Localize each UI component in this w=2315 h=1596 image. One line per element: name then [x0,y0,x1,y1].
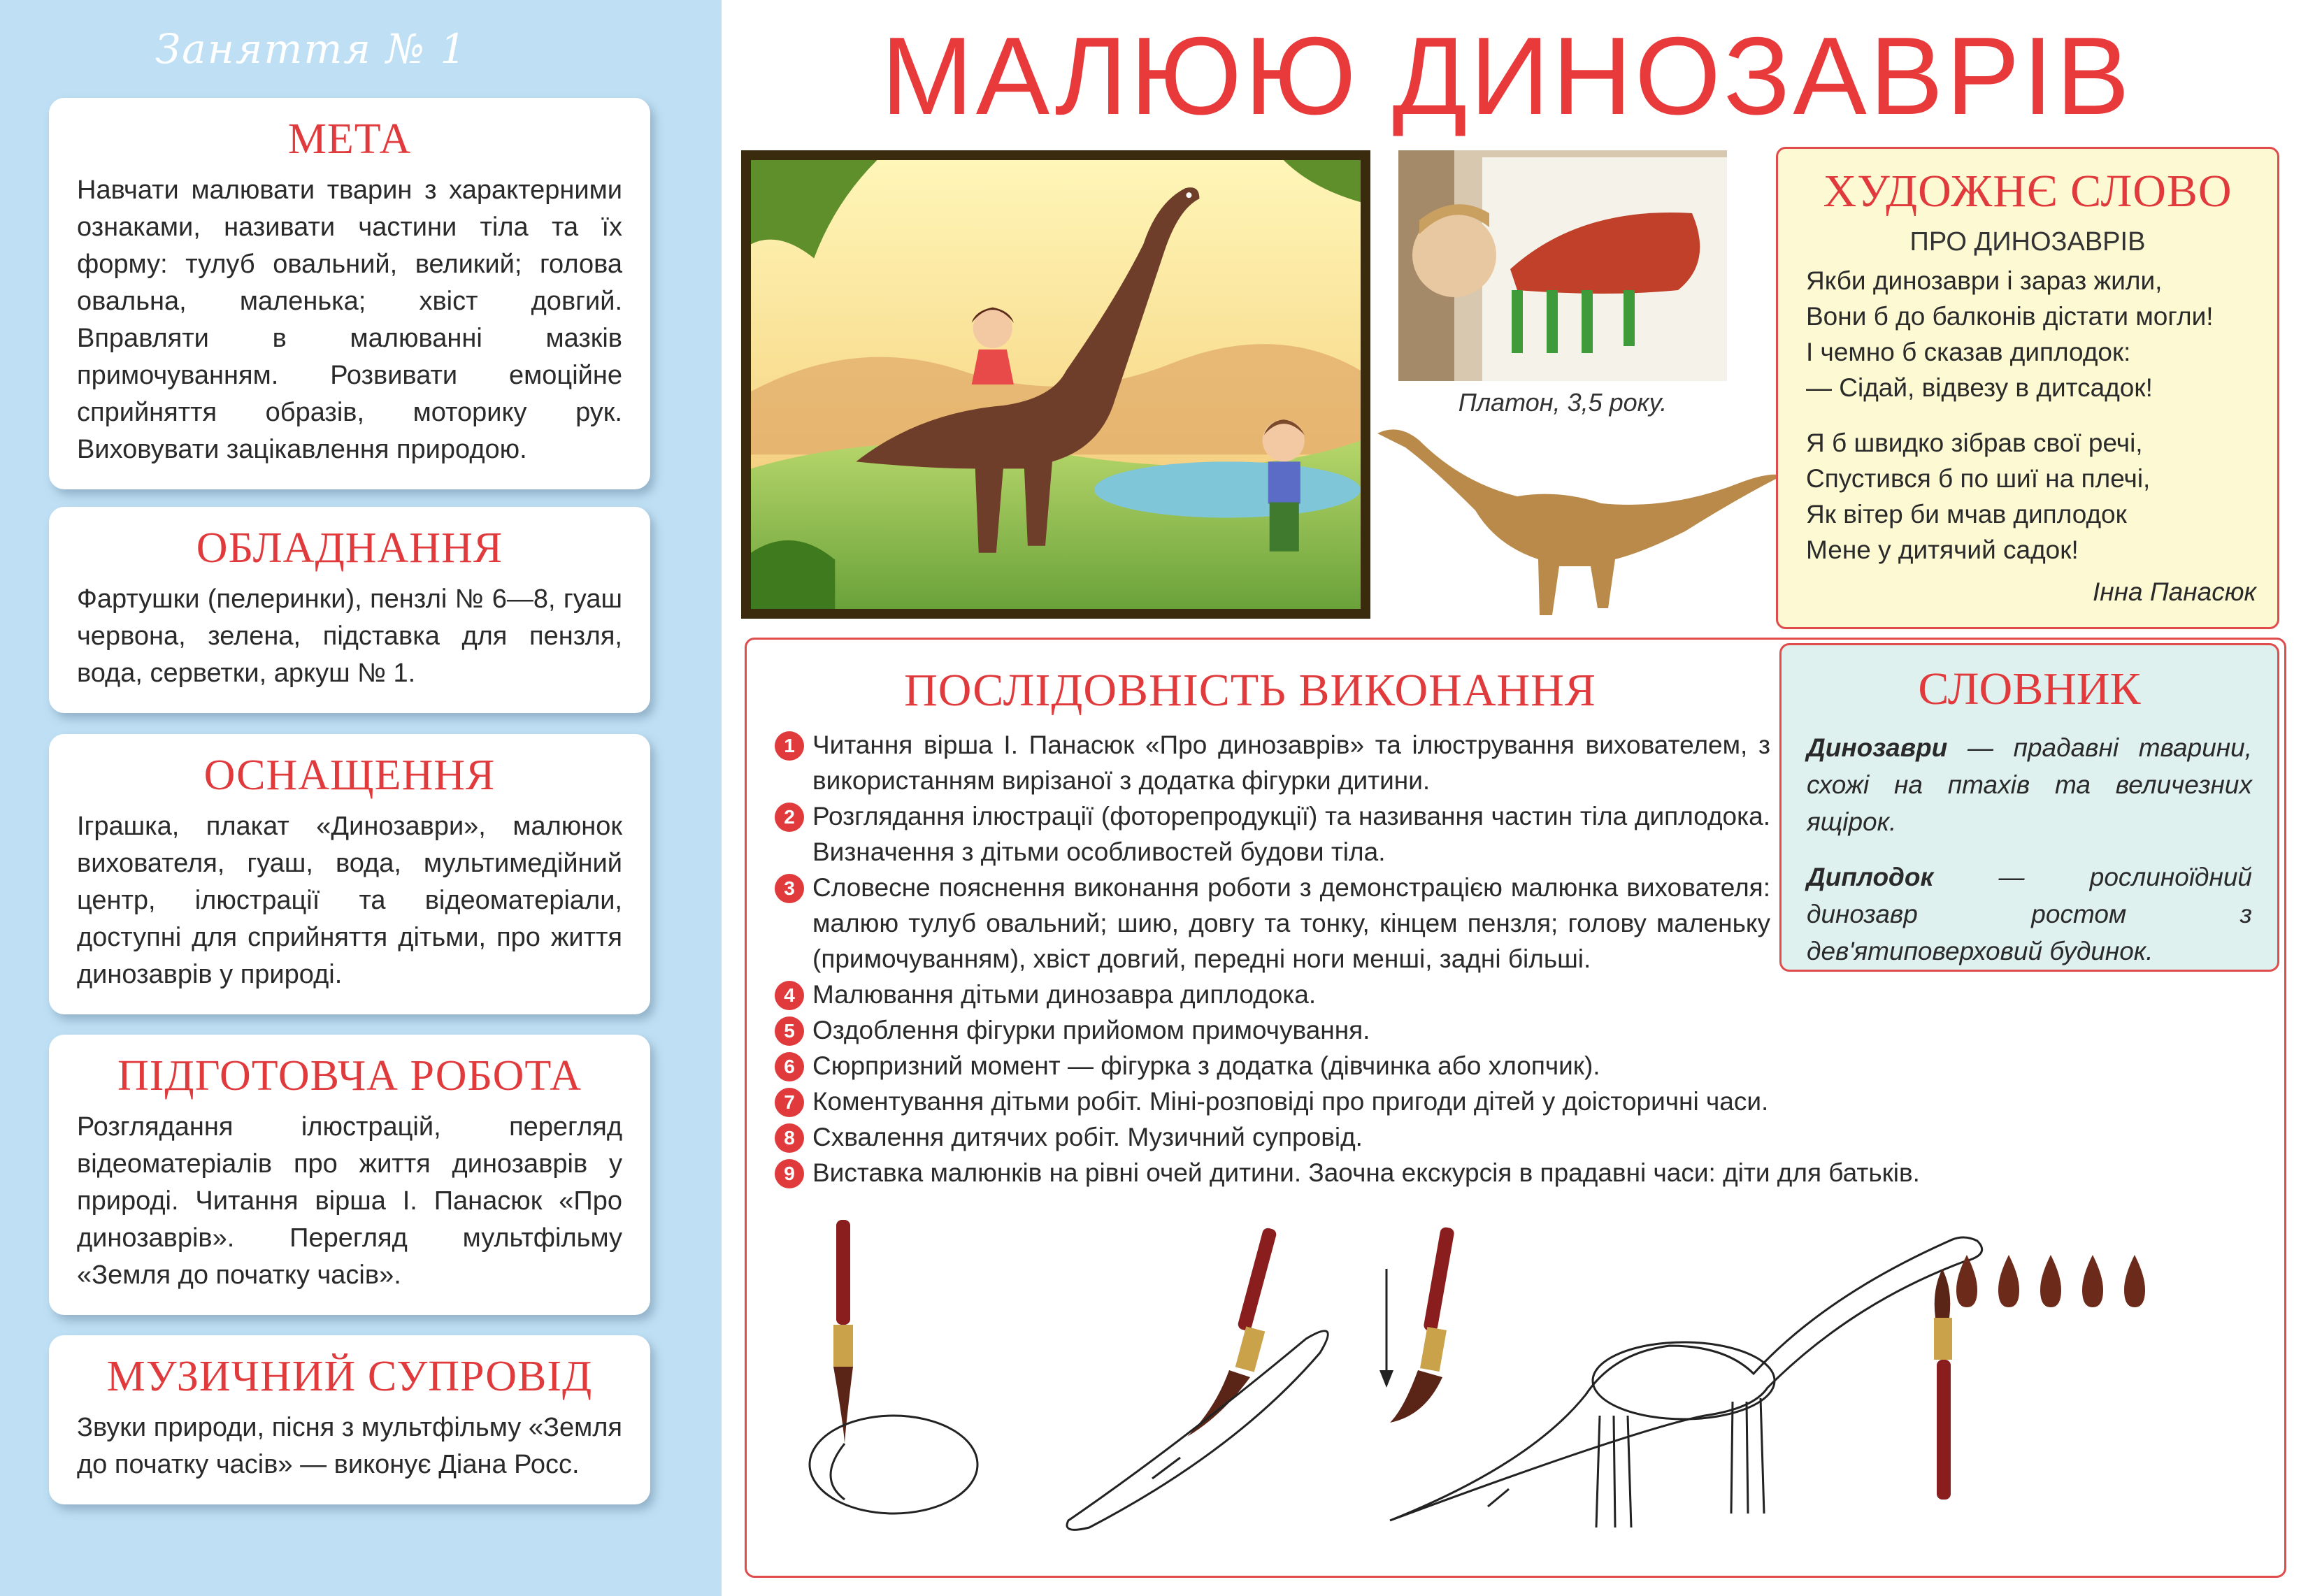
poem-author: Інна Панасюк [2093,577,2256,606]
photo-image [1398,150,1727,381]
step-number: 2 [775,803,804,832]
paint-drops [1956,1255,2145,1307]
lesson-number: Заняття № 1 [155,25,468,73]
vocab-definition: — прадавні тварини, схожі на птахів та величезних ящірок. [1807,733,2252,836]
list-item [775,1012,2278,1048]
page-title: МАЛЮЮ ДИНОЗАВРІВ [881,15,2133,138]
dinosaur-outline [1390,1237,1982,1527]
poem-line: Мене у дитячий садок! [1806,535,2079,564]
materials-text: Іграшка, плакат «Динозаври», малюнок вихователя, гуаш, вода, мультимедійний центр, ілюстрації та відеоматеріали, доступні для сприйняття дітьми, про життя динозаврів у природі. [77,812,622,989]
step-number: 7 [775,1088,804,1117]
step-text: Сюрпризний момент — фігурка з додатка (дівчинка або хлопчик). [812,1051,1600,1080]
vocab-definition: — рослиноїдний динозавр ростом з дев'ятиповерховий будинок. [1807,863,2252,965]
dinosaur-illustration [741,150,1370,619]
goal-card [49,98,650,489]
list-item [775,1048,2278,1084]
step-text: Читання вірша І. Панасюк «Про динозаврів» та ілюстрування вихователем, з використанням вирізаної з додатка фігурки дитини. [812,731,1770,795]
goal-title: МЕТА [287,115,412,163]
vocab-term: Динозаври [1807,733,1948,762]
poem-header: ХУДОЖНЄ СЛОВО [1823,166,2232,217]
equipment-card [49,507,650,713]
poem-line: — Сідай, відвезу в дитсадок! [1806,373,2153,402]
music-title: МУЗИЧНИЙ СУПРОВІД [106,1353,593,1400]
step-number: 6 [775,1052,804,1081]
left-sidebar [0,0,722,1596]
list-item [775,1155,2278,1191]
photo-caption: Платон, 3,5 року. [1458,388,1668,417]
step-number: 1 [775,731,804,761]
step-number: 8 [775,1123,804,1153]
list-item [775,1119,2278,1155]
poem-line: І чемно б сказав диплодок: [1806,338,2131,366]
poem-line: Я б швидко зібрав свої речі, [1806,429,2143,457]
vocabulary-box [1779,643,2279,972]
step-text: Розглядання ілюстрації (фоторепродукції) та називання частин тіла диплодока. Визначення з дітьми особливостей будови тіла. [812,802,1770,866]
brush-icon [1390,1226,1455,1423]
illustration-scene [751,160,1361,609]
preparation-text: Розглядання ілюстрацій, перегляд відеоматеріалів про життя динозаврів у природі. Читання вірша І. Панасюк «Про динозаврів». Перегляд мультфільму «Земля до початку часів». [77,1112,622,1290]
step-number: 9 [775,1159,804,1188]
sequence-header: ПОСЛІДОВНІСТЬ ВИКОНАННЯ [904,665,1596,716]
brush-icon [1934,1269,1952,1500]
poem-line: Вони б до балконів дістати могли! [1806,302,2214,331]
diplodocus-picture [1377,419,1783,629]
music-text: Звуки природи, пісня з мультфільму «Земля до початку часів» — виконує Діана Росс. [77,1413,622,1479]
step-text: Оздоблення фігурки прийомом примочування. [812,1016,1370,1044]
step-number: 3 [775,874,804,903]
preparation-card [49,1035,650,1315]
vocabulary-entry [1807,858,2252,970]
goal-text: Навчати малювати тварин з характерними ознаками, називати частини тіла та їх форму: тулуб овальний, великий; голова овальна, маленька; хвіст довгий. Вправляти в малюванні мазків примочуванням. Розвивати емоційне сприйняття образів, моторику рук. Виховувати зацікавлення природою. [77,175,622,464]
step-number: 4 [775,981,804,1010]
list-item [775,1084,2278,1119]
list-item [775,977,2278,1012]
vocabulary-header: СЛОВНИК [1918,663,2141,714]
drawing-steps-diagram [761,1213,2271,1569]
materials-title: ОСНАЩЕННЯ [203,752,496,799]
poem-line: Якби динозаври і зараз жили, [1806,266,2163,295]
brush-icon [833,1220,853,1444]
step-number: 5 [775,1016,804,1046]
step-text: Схвалення дитячих робіт. Музичний супровід. [812,1123,1363,1151]
poem-line: Спустився б по шиї на плечі, [1806,464,2151,493]
equipment-text: Фартушки (пелеринки), пензлі № 6—8, гуаш червона, зелена, підставка для пензля, вода, серветки, аркуш № 1. [77,584,622,688]
poem-line: Як вітер би мчав диплодок [1806,500,2127,529]
step-text: Малювання дітьми динозавра диплодока. [812,980,1317,1009]
equipment-title: ОБЛАДНАННЯ [196,524,503,572]
music-card [49,1335,650,1504]
poem-title: ПРО ДИНОЗАВРІВ [1909,227,2146,257]
materials-card [49,734,650,1014]
step-text: Коментування дітьми робіт. Міні-розповіді про пригоди дітей у доісторичні часи. [812,1087,1769,1116]
child-painting-photo [1398,150,1727,381]
vocab-term: Диплодок [1807,863,1934,891]
preparation-title: ПІДГОТОВЧА РОБОТА [117,1052,582,1100]
step-text: Словесне пояснення виконання роботи з демонстрацією малюнка вихователя: малюю тулуб овальний; шию, довгу та тонку, кінцем пензля; голову маленьку (примочуванням), хвіст довгий, передні ноги менші, задні більші. [812,873,1770,973]
vocabulary-entry [1807,729,2252,840]
step-text: Виставка малюнків на рівні очей дитини. Заочна екскурсія в прадавні часи: діти для батьків. [812,1158,1920,1187]
poem-box [1776,147,2279,629]
brush-icon [1187,1227,1277,1437]
